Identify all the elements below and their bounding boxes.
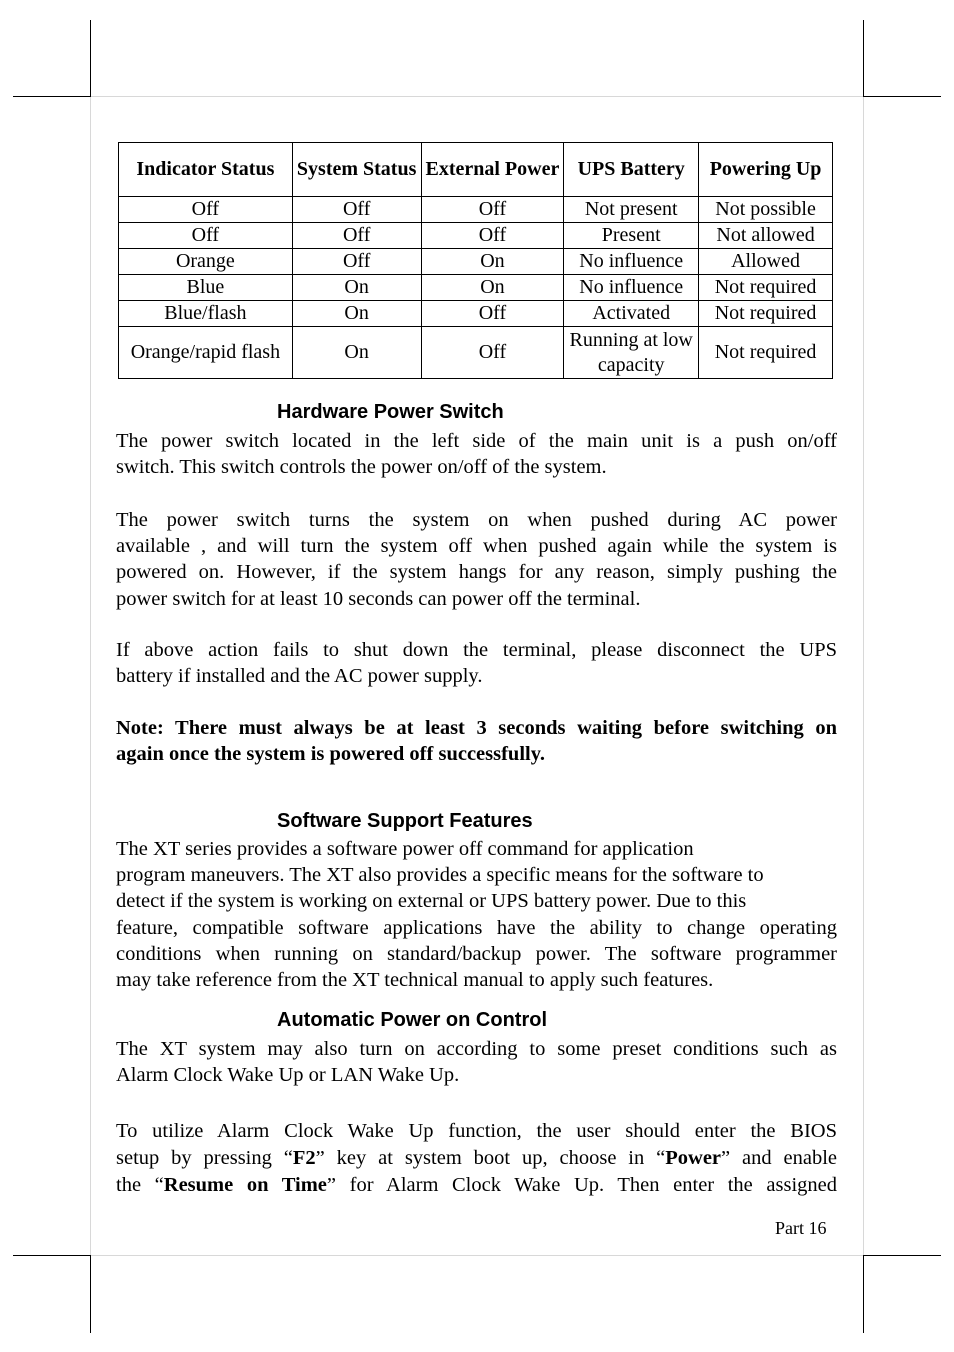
page-border <box>91 96 863 97</box>
header-external-power: External Power <box>421 143 564 197</box>
section-heading-software: Software Support Features <box>277 810 533 832</box>
text-line: Alarm Clock Wake Up or LAN Wake Up. <box>116 1064 460 1087</box>
table-row <box>119 275 833 301</box>
table-cell: Off <box>421 301 564 327</box>
header-powering-up: Powering Up <box>699 143 833 197</box>
text-span: ” for Alarm Clock Wake Up. Then enter the assigned <box>326 1174 837 1196</box>
menu-power: Power <box>665 1147 722 1169</box>
table-cell: On <box>292 301 421 327</box>
table-cell: Orange/rapid flash <box>119 327 293 379</box>
crop-mark <box>13 1255 91 1256</box>
table-cell: Off <box>119 223 293 249</box>
table-cell: On <box>421 275 564 301</box>
text-line: conditions when running on standard/backup power. The software programmer <box>116 942 837 965</box>
table-cell: Off <box>292 223 421 249</box>
text-line: feature, compatible software applications have the ability to change operating <box>116 916 837 939</box>
table-cell: Off <box>119 197 293 223</box>
crop-mark <box>863 20 864 96</box>
page-border <box>91 1255 863 1256</box>
table-header-row <box>119 143 833 197</box>
table-cell: Off <box>421 223 564 249</box>
table-cell: Off <box>292 197 421 223</box>
table-cell: Allowed <box>699 249 833 275</box>
text-span: ” and enable <box>721 1147 837 1169</box>
paragraph <box>116 1118 837 1199</box>
table-cell: Not possible <box>699 197 833 223</box>
text-line: powered on. However, if the system hangs for any reason, simply pushing the <box>116 561 837 584</box>
paragraph <box>116 836 837 993</box>
note-paragraph <box>116 715 837 767</box>
page-border <box>90 97 91 1255</box>
table-cell: On <box>292 327 421 379</box>
page-number: Part 16 <box>775 1218 827 1238</box>
key-f2: F2 <box>292 1147 316 1169</box>
table-cell: Not required <box>699 327 833 379</box>
text-line: If above action fails to shut down the terminal, please disconnect the UPS <box>116 639 837 661</box>
text-line: To utilize Alarm Clock Wake Up function, the user should enter the BIOS <box>116 1120 837 1142</box>
table-cell: Activated <box>564 301 699 327</box>
crop-mark <box>863 1255 864 1333</box>
table-cell: Not required <box>699 301 833 327</box>
text-line: Note: There must always be at least 3 seconds waiting before switching on <box>116 717 837 739</box>
text-line: detect if the system is working on external or UPS battery power. Due to this <box>116 890 747 913</box>
text-line: switch. This switch controls the power on/off of the system. <box>116 456 607 479</box>
text-line: The power switch located in the left side of the main unit is a push on/off <box>116 430 837 452</box>
text-span: ” key at system boot up, choose in “ <box>315 1147 666 1169</box>
text-line <box>116 1145 837 1172</box>
indicator-status-table <box>118 142 833 379</box>
table-row <box>119 223 833 249</box>
table-row <box>119 327 833 379</box>
table-cell: Orange <box>119 249 293 275</box>
section-heading-hardware: Hardware Power Switch <box>277 401 504 423</box>
option-resume-on-time: Resume on Time <box>163 1174 327 1196</box>
header-ups-battery: UPS Battery <box>564 143 699 197</box>
paragraph <box>116 1036 837 1088</box>
table-cell: Blue <box>119 275 293 301</box>
paragraph <box>116 637 837 689</box>
table-cell: No influence <box>564 275 699 301</box>
text-line: battery if installed and the AC power supply. <box>116 665 483 688</box>
table-cell: Off <box>421 327 564 379</box>
header-system-status: System Status <box>292 143 421 197</box>
crop-mark <box>863 96 941 97</box>
text-line: available , and will turn the system off when pushed again while the system is <box>116 535 837 558</box>
table-row <box>119 249 833 275</box>
text-line <box>116 1172 837 1199</box>
header-indicator-status: Indicator Status <box>119 143 293 197</box>
table-row <box>119 301 833 327</box>
table-cell: Not allowed <box>699 223 833 249</box>
text-line: may take reference from the XT technical manual to apply such features. <box>116 969 714 992</box>
table-cell: On <box>421 249 564 275</box>
table-cell: Blue/flash <box>119 301 293 327</box>
text-line: again once the system is powered off successfully. <box>116 743 545 766</box>
table-cell: Not required <box>699 275 833 301</box>
table-cell: Running at low capacity <box>564 327 699 379</box>
crop-mark <box>863 1255 941 1256</box>
table-cell: No influence <box>564 249 699 275</box>
crop-mark <box>90 20 91 96</box>
table-cell: Off <box>421 197 564 223</box>
table-cell: On <box>292 275 421 301</box>
table-cell: Not present <box>564 197 699 223</box>
text-line: The power switch turns the system on when pushed during AC power <box>116 509 837 531</box>
text-span: the “ <box>116 1174 164 1196</box>
crop-mark <box>13 96 91 97</box>
paragraph <box>116 428 837 480</box>
text-line: program maneuvers. The XT also provides a specific means for the software to <box>116 864 764 887</box>
page-border <box>863 97 864 1255</box>
paragraph <box>116 507 837 612</box>
table-cell: Present <box>564 223 699 249</box>
text-line: power switch for at least 10 seconds can power off the terminal. <box>116 587 641 610</box>
text-line: The XT series provides a software power off command for application <box>116 838 694 860</box>
section-heading-automatic: Automatic Power on Control <box>277 1009 547 1031</box>
text-span: setup by pressing “ <box>116 1147 293 1169</box>
table-cell: Off <box>292 249 421 275</box>
text-line: The XT system may also turn on according to some preset conditions such as <box>116 1038 837 1060</box>
table-row <box>119 197 833 223</box>
crop-mark <box>90 1255 91 1333</box>
